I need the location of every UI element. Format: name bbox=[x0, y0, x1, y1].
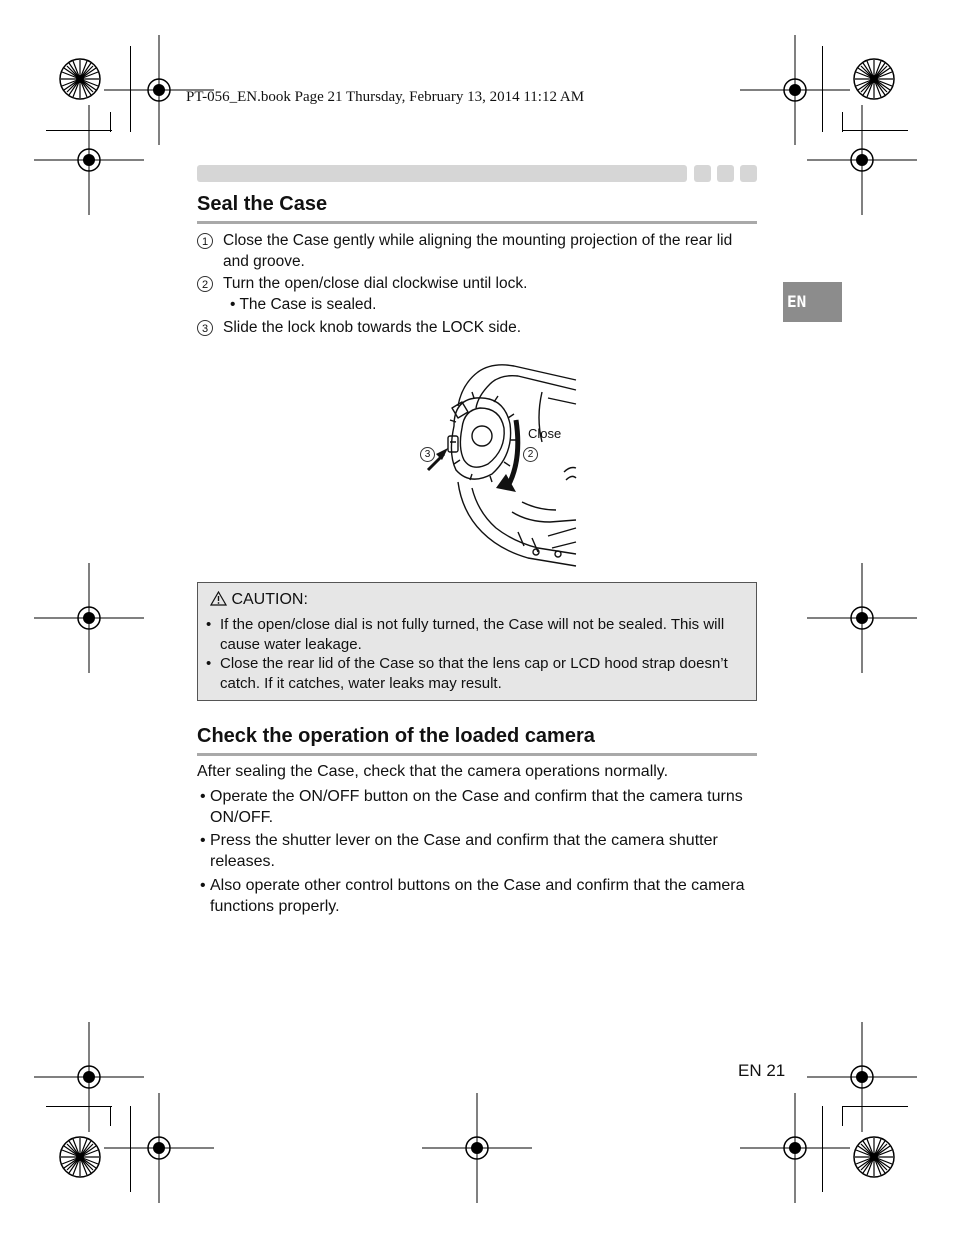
caution-heading bbox=[210, 591, 308, 609]
check-item: • Also operate other control buttons on the Case and confirm that the camera functions properly. bbox=[197, 875, 757, 917]
decorative-bar bbox=[197, 165, 687, 182]
caution-title: CAUTION: bbox=[231, 591, 308, 608]
caution-item: • Close the rear lid of the Case so that the lens cap or LCD hood strap doesn’t catch. If it catches, water leaks may result. bbox=[206, 654, 746, 694]
check-item: • Press the shutter lever on the Case and confirm that the camera shutter releases. bbox=[197, 830, 757, 872]
warning-icon bbox=[210, 591, 227, 606]
page-number: EN 21 bbox=[738, 1061, 786, 1080]
step-item bbox=[197, 230, 759, 272]
step-number: 3 bbox=[197, 320, 213, 336]
print-header: PT-056_EN.book Page 21 Thursday, February 13, 2014 11:12 AM bbox=[186, 89, 585, 105]
language-tab: EN bbox=[783, 282, 842, 322]
step-number: 2 bbox=[197, 276, 213, 292]
caution-text: Close the rear lid of the Case so that the lens cap or LCD hood strap doesn’t catch. If it catches, water leaks may result. bbox=[220, 655, 728, 692]
decorative-square bbox=[740, 165, 757, 182]
check-text: Operate the ON/OFF button on the Case and confirm that the camera turns ON/OFF. bbox=[210, 788, 743, 826]
check-text: Press the shutter lever on the Case and confirm that the camera shutter releases. bbox=[210, 832, 718, 870]
decorative-square bbox=[717, 165, 734, 182]
step-item bbox=[197, 273, 759, 294]
figure-marker-2: 2 bbox=[523, 447, 538, 462]
caution-text: If the open/close dial is not fully turned, the Case will not be sealed. This will cause water leakage. bbox=[220, 616, 725, 653]
caution-box bbox=[197, 582, 757, 701]
step-text: Turn the open/close dial clockwise until lock. bbox=[223, 275, 528, 292]
section-title-check: Check the operation of the loaded camera bbox=[197, 725, 595, 747]
case-dial-illustration bbox=[418, 362, 578, 572]
figure-marker-3: 3 bbox=[420, 447, 435, 462]
decorative-square bbox=[694, 165, 711, 182]
step-item bbox=[197, 317, 759, 338]
check-item: • Operate the ON/OFF button on the Case and confirm that the camera turns ON/OFF. bbox=[197, 786, 757, 828]
section-rule bbox=[197, 221, 757, 224]
check-intro: After sealing the Case, check that the camera operations normally. bbox=[197, 763, 669, 780]
section-title-seal: Seal the Case bbox=[197, 193, 328, 215]
step-text: Slide the lock knob towards the LOCK side. bbox=[223, 319, 522, 336]
step-sub-bullet: • The Case is sealed. bbox=[230, 296, 377, 313]
caution-item: • If the open/close dial is not fully turned, the Case will not be sealed. This will cause water leakage. bbox=[206, 615, 746, 655]
figure-label-close: Close bbox=[528, 426, 562, 441]
step-text: Close the Case gently while aligning the mounting projection of the rear lid and groove. bbox=[223, 232, 733, 270]
section-rule bbox=[197, 753, 757, 756]
check-text: Also operate other control buttons on the Case and confirm that the camera functions properly. bbox=[210, 877, 745, 915]
step-number: 1 bbox=[197, 233, 213, 249]
